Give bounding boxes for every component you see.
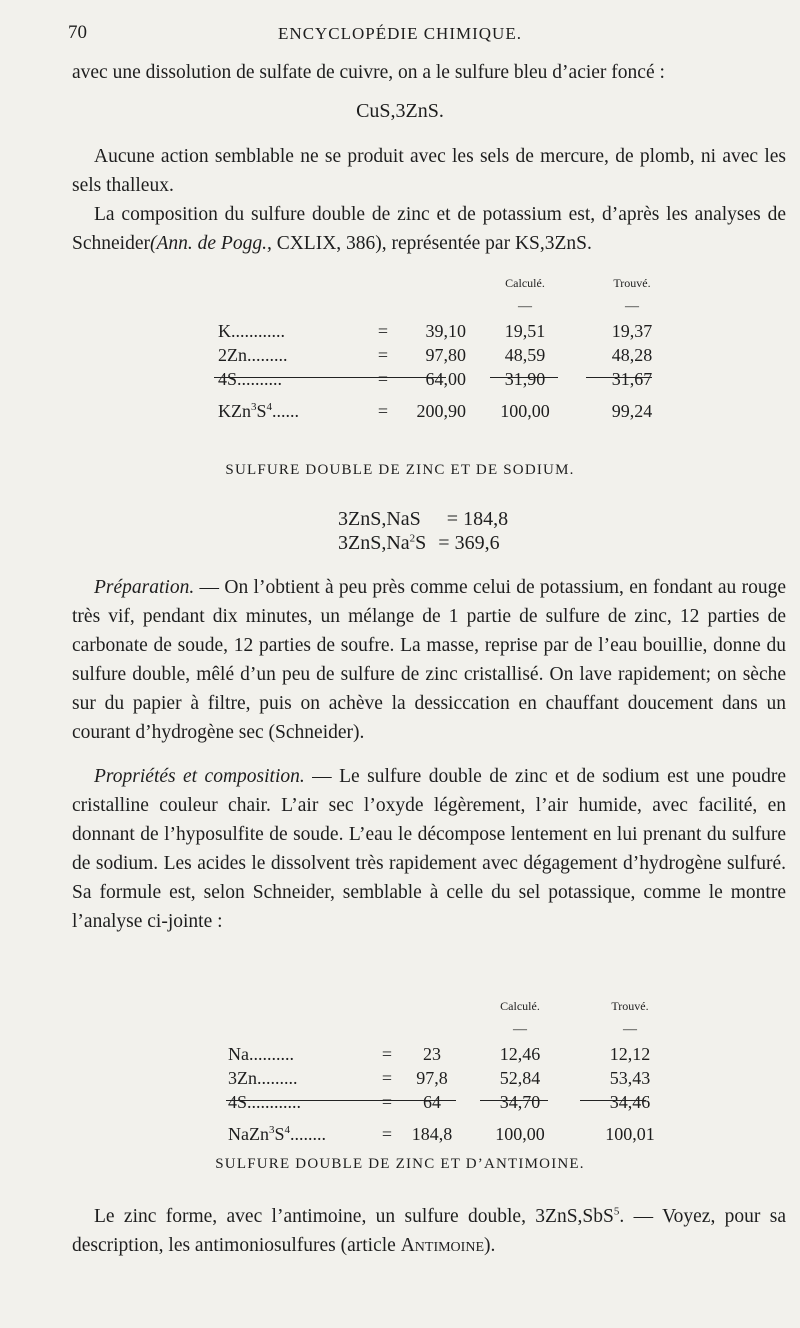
column-calculated: Calculé. — [500, 999, 540, 1013]
found-value: 12,12 — [609, 1044, 651, 1064]
total-mass: 200,90 — [416, 401, 466, 421]
paragraph-properties — [72, 762, 786, 936]
reference-citation: (Ann. de Pogg., — [149, 233, 272, 254]
mass-value: 64 — [423, 1092, 441, 1112]
table-total-row — [218, 399, 680, 423]
section-title-sodium: SULFURE DOUBLE DE ZINC ET DE SODIUM. — [225, 462, 575, 478]
equals-sign: = — [381, 1124, 393, 1144]
table-row — [218, 367, 680, 391]
element-label: 4S............ — [228, 1092, 302, 1112]
total-found: 100,01 — [605, 1124, 655, 1144]
table-total-row — [228, 1122, 682, 1146]
formula-line: $3ZnS,Na^2S = 369,6$ — [338, 532, 500, 554]
preparation-label: Préparation. — [94, 577, 195, 598]
mass-value: 64,00 — [425, 369, 466, 389]
paragraph-preparation — [72, 573, 786, 747]
table-row — [218, 343, 680, 367]
element-label: Na.......... — [228, 1044, 294, 1064]
equals-sign: = — [377, 369, 389, 389]
dash: — — [625, 299, 639, 314]
equals-sign: = — [377, 401, 389, 421]
calculated-value: 19,51 — [504, 321, 546, 341]
equals-sign: = — [381, 1092, 393, 1112]
calculated-value: 48,59 — [504, 345, 546, 365]
mass-value: 97,80 — [425, 345, 466, 365]
total-found: 99,24 — [611, 401, 653, 421]
column-found: Trouvé. — [613, 276, 651, 290]
composition-text-end: CXLIX, 386), représentée par KS,3ZnS. — [271, 233, 592, 254]
column-calculated: Calculé. — [505, 276, 545, 290]
paragraph-antimony: Le zinc forme, avec l’antimoine, un sulfure double, 3ZnS,SbS$^5$. — Voyez, pour sa description, les antimoniosulfures (article Antimoine). — [72, 1205, 786, 1256]
equals-sign: = — [381, 1068, 393, 1088]
column-found: Trouvé. — [611, 999, 649, 1013]
section-title-antimony: SULFURE DOUBLE DE ZINC ET D’ANTIMOINE. — [215, 1156, 585, 1172]
total-calculated: 100,00 — [500, 401, 550, 421]
dash: — — [623, 1022, 637, 1037]
calculated-value: 12,46 — [499, 1044, 541, 1064]
equals-sign: = — [377, 321, 389, 341]
found-value: 34,46 — [609, 1092, 651, 1112]
properties-text: — Le sulfure double de zinc et de sodium est une poudre cristalline couleur chair. L’air sec l’oxyde légèrement, l’air humide, avec facilité, en donnant de l’hyposulfite de soude. L’eau le décompose lentement en lui prenant du sulfure de sodium. Les acides le dissolvent très rapidement avec dégagement d’hydrogène sulfuré. Sa formule est, selon Schneider, semblable à celle du sel potassique, comme le montre l’analyse ci-jointe : — [72, 766, 786, 932]
article-reference: Antimoine — [400, 1235, 484, 1256]
analysis-table-potassium — [218, 271, 680, 423]
total-formula: $NaZn^3S^4$........ — [228, 1124, 326, 1144]
element-label: 4S.......... — [218, 369, 283, 389]
mass-value: 97,8 — [416, 1068, 448, 1088]
paragraph-composition — [72, 200, 786, 258]
page-number: 70 — [68, 22, 87, 43]
table-rule — [214, 377, 446, 378]
calculated-value: 31,90 — [504, 369, 546, 389]
formula-line: 3ZnS,NaS = 184,8 — [338, 508, 509, 530]
table-rule — [490, 377, 558, 378]
calculated-value: 34,70 — [499, 1092, 541, 1112]
paragraph-no-action: Aucune action semblable ne se produit avec les sels de mercure, de plomb, ni avec les sels thalleux. — [72, 146, 786, 196]
element-label: 2Zn......... — [218, 345, 288, 365]
table-row — [228, 1090, 682, 1114]
composition-text: La composition du sulfure double de zinc et de potassium est, d’après les analyses de Schneider — [72, 204, 786, 254]
element-label: 3Zn......... — [228, 1068, 298, 1088]
found-value: 31,67 — [611, 369, 653, 389]
mass-value: 39,10 — [425, 321, 466, 341]
properties-label: Propriétés et composition. — [94, 766, 305, 787]
dash: — — [513, 1022, 527, 1037]
mass-value: 23 — [423, 1044, 441, 1064]
intro-line: avec une dissolution de sulfate de cuivre, on a le sulfure bleu d’acier foncé : — [72, 62, 665, 83]
preparation-text: — On l’obtient à peu près comme celui de potassium, en fondant au rouge très vif, pendant dix minutes, un mélange de 1 partie de sulfure de zinc, 12 parties de carbonate de soude, 12 parties de soufre. La masse, reprise par de l’eau bouillie, donne du sulfure double, mêlé d’un peu de sulfure de zinc cristallisé. On lave rapidement; on sèche sur du papier à filtre, puis on achève la dessiccation en chauffant doucement dans un courant d’hydrogène sec (Schneider). — [72, 577, 786, 743]
calculated-value: 52,84 — [499, 1068, 541, 1088]
table-row — [228, 1042, 682, 1066]
found-value: 53,43 — [609, 1068, 651, 1088]
total-formula: $KZn^3S^4$...... — [218, 401, 300, 421]
table-rule — [580, 1100, 646, 1101]
element-label: K............ — [218, 321, 285, 341]
dash: — — [518, 299, 532, 314]
total-calculated: 100,00 — [495, 1124, 545, 1144]
found-value: 19,37 — [611, 321, 653, 341]
table-rule — [480, 1100, 548, 1101]
equals-sign: = — [377, 345, 389, 365]
intro-formula: CuS,3ZnS. — [356, 100, 444, 122]
table-rule — [226, 1100, 456, 1101]
found-value: 48,28 — [611, 345, 653, 365]
total-mass: 184,8 — [411, 1124, 453, 1144]
analysis-table-sodium — [228, 994, 682, 1146]
table-rule — [586, 377, 652, 378]
table-row — [218, 319, 680, 343]
running-header: ENCYCLOPÉDIE CHIMIQUE. — [278, 24, 522, 43]
table-row — [228, 1066, 682, 1090]
equals-sign: = — [381, 1044, 393, 1064]
